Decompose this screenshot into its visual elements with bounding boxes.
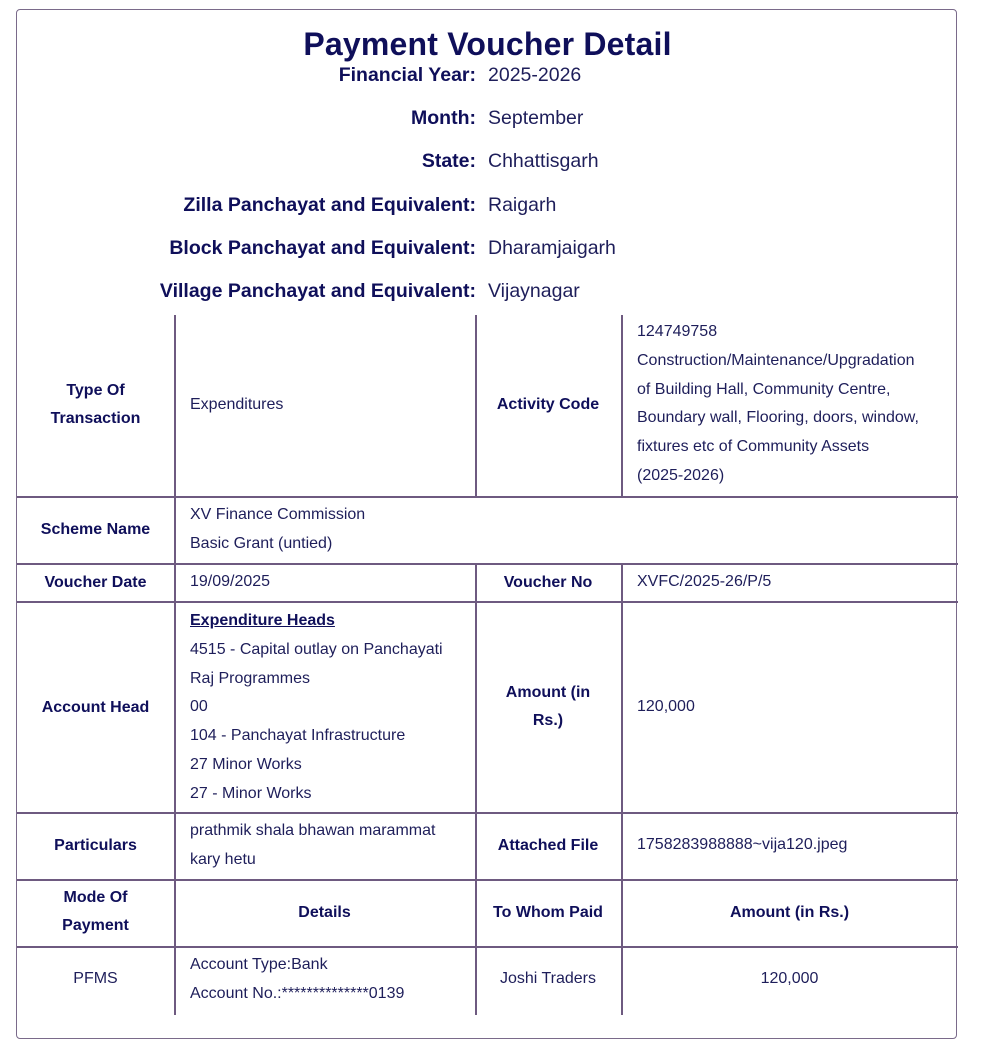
amount-value: 120,000 [637,698,695,715]
column-divider [621,563,623,1015]
particulars-label: Particulars [54,837,137,854]
details-header: Details [298,904,351,921]
voucher-no-label: Voucher No [503,574,593,591]
attached-file-link[interactable]: 1758283988888~vija120.jpeg [637,836,848,853]
village-row [17,280,958,310]
row-divider [17,812,958,814]
month-label: Month: [411,107,476,129]
amount-label [475,679,621,735]
activity-code-label: Activity Code [496,396,600,413]
state-row [17,150,958,180]
column-divider [475,563,477,1015]
scheme-name-label: Scheme Name [40,521,151,538]
particulars-line: kary hetu [190,850,256,868]
type-of-transaction-value: Expenditures [190,396,284,413]
payment-mode-value: PFMS [73,970,118,987]
row-divider [17,946,958,948]
account-head-label: Account Head [41,699,150,716]
financial-year-row [17,64,958,94]
mode-header-line: Mode Of [63,889,128,906]
type-label-line: Transaction [50,410,141,427]
zilla-row [17,194,958,224]
row-divider [17,601,958,603]
mode-of-payment-header [17,884,174,940]
account-head-line: 27 - Minor Works [190,784,312,802]
activity-line: of Building Hall, Community Centre, [637,380,891,398]
activity-code-value [637,318,953,491]
activity-line: Construction/Maintenance/Upgradation [637,351,915,369]
type-label-line: Type Of [66,382,125,399]
activity-line: (2025-2026) [637,466,725,484]
village-value: Vijaynagar [488,280,580,302]
row-divider [17,496,958,498]
state-label: State: [421,150,476,172]
to-whom-paid-value: Joshi Traders [499,970,597,987]
financial-year-label: Financial Year: [338,64,476,86]
payment-details-line: Account No.:**************0139 [190,984,405,1002]
village-label: Village Panchayat and Equivalent: [159,280,476,302]
account-head-line: 00 [190,698,208,716]
mode-header-line: Payment [62,917,129,934]
state-value: Chhattisgarh [488,150,599,172]
particulars-line: prathmik shala bhawan marammat [190,822,436,839]
voucher-card [16,9,957,1039]
to-whom-paid-header: To Whom Paid [493,904,603,921]
column-divider [621,315,623,496]
payment-amount-value: 120,000 [760,970,819,987]
voucher-date-label: Voucher Date [44,574,147,591]
attached-file-label: Attached File [497,837,599,854]
block-label: Block Panchayat and Equivalent: [169,237,476,259]
scheme-line: Basic Grant (untied) [190,534,333,552]
page-title: Payment Voucher Detail [303,26,672,62]
voucher-date-value: 19/09/2025 [190,573,271,590]
account-head-line: 4515 - Capital outlay on Panchayati [190,640,443,658]
type-of-transaction-label [17,377,174,433]
zilla-value: Raigarh [488,194,557,216]
month-row [17,107,958,137]
payment-details-value [190,951,404,1009]
activity-line: Boundary wall, Flooring, doors, window, [637,409,919,427]
amount-label-line: Amount (in [505,684,591,701]
account-head-line: 104 - Panchayat Infrastructure [190,727,406,745]
financial-year-value: 2025-2026 [488,64,582,86]
zilla-label: Zilla Panchayat and Equivalent: [183,194,476,216]
account-head-value [190,607,473,809]
voucher-no-value: XVFC/2025-26/P/5 [637,573,772,590]
expenditure-heads-title: Expenditure Heads [190,612,335,629]
block-row [17,237,958,267]
row-divider [17,879,958,881]
activity-line: 124749758 [637,323,718,340]
payment-details-line: Account Type:Bank [190,956,328,973]
amount-label-line: Rs.) [532,712,564,729]
month-value: September [488,107,584,129]
particulars-value [190,817,473,875]
scheme-name-value [190,501,365,559]
block-value: Dharamjaigarh [488,237,616,259]
payment-amount-header: Amount (in Rs.) [729,904,850,921]
activity-line: fixtures etc of Community Assets [637,438,870,456]
scheme-line: XV Finance Commission [190,506,366,523]
account-head-line: Raj Programmes [190,669,311,687]
row-divider [17,563,958,565]
account-head-line: 27 Minor Works [190,755,302,773]
